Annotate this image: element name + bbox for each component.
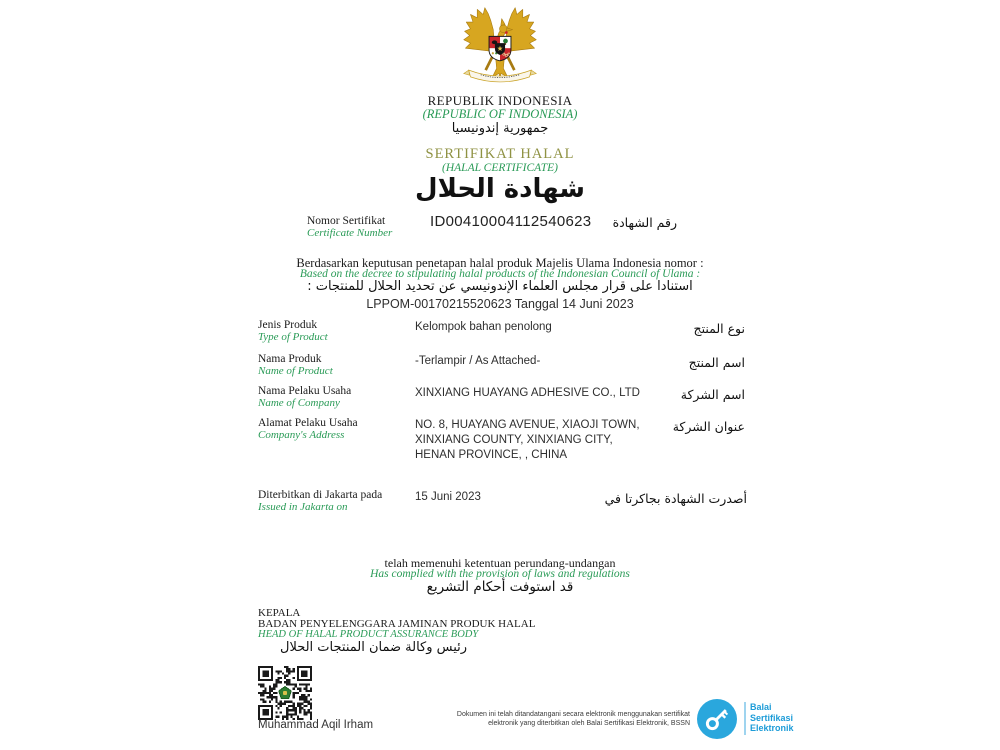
issued-label-en: Issued in Jakarta on: [258, 500, 348, 513]
decree-line-en: Based on the decree to stipulating halal products of the Indonesian Council of Ulama :: [299, 268, 701, 280]
key-icon: [697, 699, 737, 739]
bse-logo-separator: [744, 702, 746, 735]
field-label-id: Nama Produk: [258, 353, 322, 365]
signatory-title-ar: رئيس وكالة ضمان المنتجات الحلال: [280, 640, 468, 655]
signatory-title-line2: BADAN PENYELENGGARA JAMINAN PRODUK HALAL: [258, 618, 536, 630]
certificate-title-ar: شهادة الحلال: [415, 174, 585, 204]
signatory-title-en: HEAD OF HALAL PRODUCT ASSURANCE BODY: [258, 629, 479, 640]
issued-date-value: 15 Juni 2023: [415, 491, 481, 503]
field-label-en: Type of Product: [258, 330, 328, 343]
field-value: NO. 8, HUAYANG AVENUE, XIAOJI TOWN, XINXIANG COUNTY, XINXIANG CITY, HENAN PROVINCE, , CHINA: [415, 419, 640, 461]
qr-code: [258, 666, 312, 720]
bse-logo-line2: Sertifikasi: [750, 712, 794, 723]
signer-name: Muhammad Aqil Irham: [258, 719, 374, 731]
field-value: XINXIANG HUAYANG ADHESIVE CO., LTD: [415, 387, 640, 399]
compliance-line-id: telah memenuhi ketentuan perundang-undangan: [384, 556, 616, 570]
electronic-signature-disclaimer: [410, 711, 690, 728]
certificate-number-labels: [307, 216, 392, 239]
decree-number: LPPOM-00170215520623 Tanggal 14 Juni 2023: [366, 297, 634, 311]
field-label-ar: عنوان الشركة: [672, 419, 745, 434]
bse-logo-line1: Balai: [750, 702, 772, 712]
country-name-id: REPUBLIK INDONESIA: [427, 93, 573, 108]
decree-line-id: Berdasarkan keputusan penetapan halal produk Majelis Ulama Indonesia nomor :: [296, 256, 704, 270]
certificate-number-label-id: Nomor Sertifikat: [307, 215, 386, 227]
certificate-title-en: (HALAL CERTIFICATE): [442, 162, 558, 174]
certificate-number-value: ID00410004112540623: [430, 213, 592, 230]
country-name-ar: جمهورية إندونيسيا: [451, 121, 549, 136]
bse-logo-text: [750, 702, 794, 734]
compliance-line-en: Has complied with the provision of laws and regulations: [370, 568, 630, 580]
bse-logo-circle: [697, 699, 737, 739]
bse-logo-line3: Elektronik: [750, 723, 794, 733]
field-label-en: Name of Company: [258, 396, 340, 409]
field-label-id: Jenis Produk: [258, 319, 318, 331]
field-label-ar: اسم الشركة: [680, 387, 745, 402]
garuda-pancasila-icon: [462, 6, 538, 87]
disclaimer-line2: elektronik yang diterbitkan oleh Balai Sertifikasi Elektronik, BSSN: [488, 719, 690, 727]
field-label-id: Nama Pelaku Usaha: [258, 385, 352, 397]
certificate-title-id: SERTIFIKAT HALAL: [425, 146, 575, 162]
country-name-en: (REPUBLIC OF INDONESIA): [422, 107, 578, 121]
field-value: Kelompok bahan penolong: [415, 321, 552, 333]
certificate-number-label-ar: رقم الشهادة: [612, 215, 677, 230]
field-label-ar: اسم المنتج: [688, 355, 745, 370]
emblem-wrap: [0, 6, 1000, 92]
field-label-ar: نوع المنتج: [693, 321, 745, 336]
field-label-id: Alamat Pelaku Usaha: [258, 417, 358, 429]
field-label-en: Name of Product: [258, 364, 333, 377]
compliance-line-ar: قد استوفت أحكام التشريع: [426, 579, 574, 595]
decree-line-ar: استنادا على قرار مجلس العلماء الإندونيسي عن تحديد الحلال للمنتجات :: [307, 279, 693, 294]
signatory-title-line1: KEPALA: [258, 607, 301, 619]
field-label-en: Company's Address: [258, 428, 345, 441]
issued-label-ar: أصدرت الشهادة بجاكرتا في: [604, 491, 747, 506]
field-value: -Terlampir / As Attached-: [415, 355, 541, 367]
disclaimer-line1: Dokumen ini telah ditandatangani secara elektronik menggunakan sertifikat: [456, 711, 690, 718]
issued-label-id: Diterbitkan di Jakarta pada: [258, 489, 383, 501]
certificate-number-label-en: Certificate Number: [307, 226, 393, 239]
